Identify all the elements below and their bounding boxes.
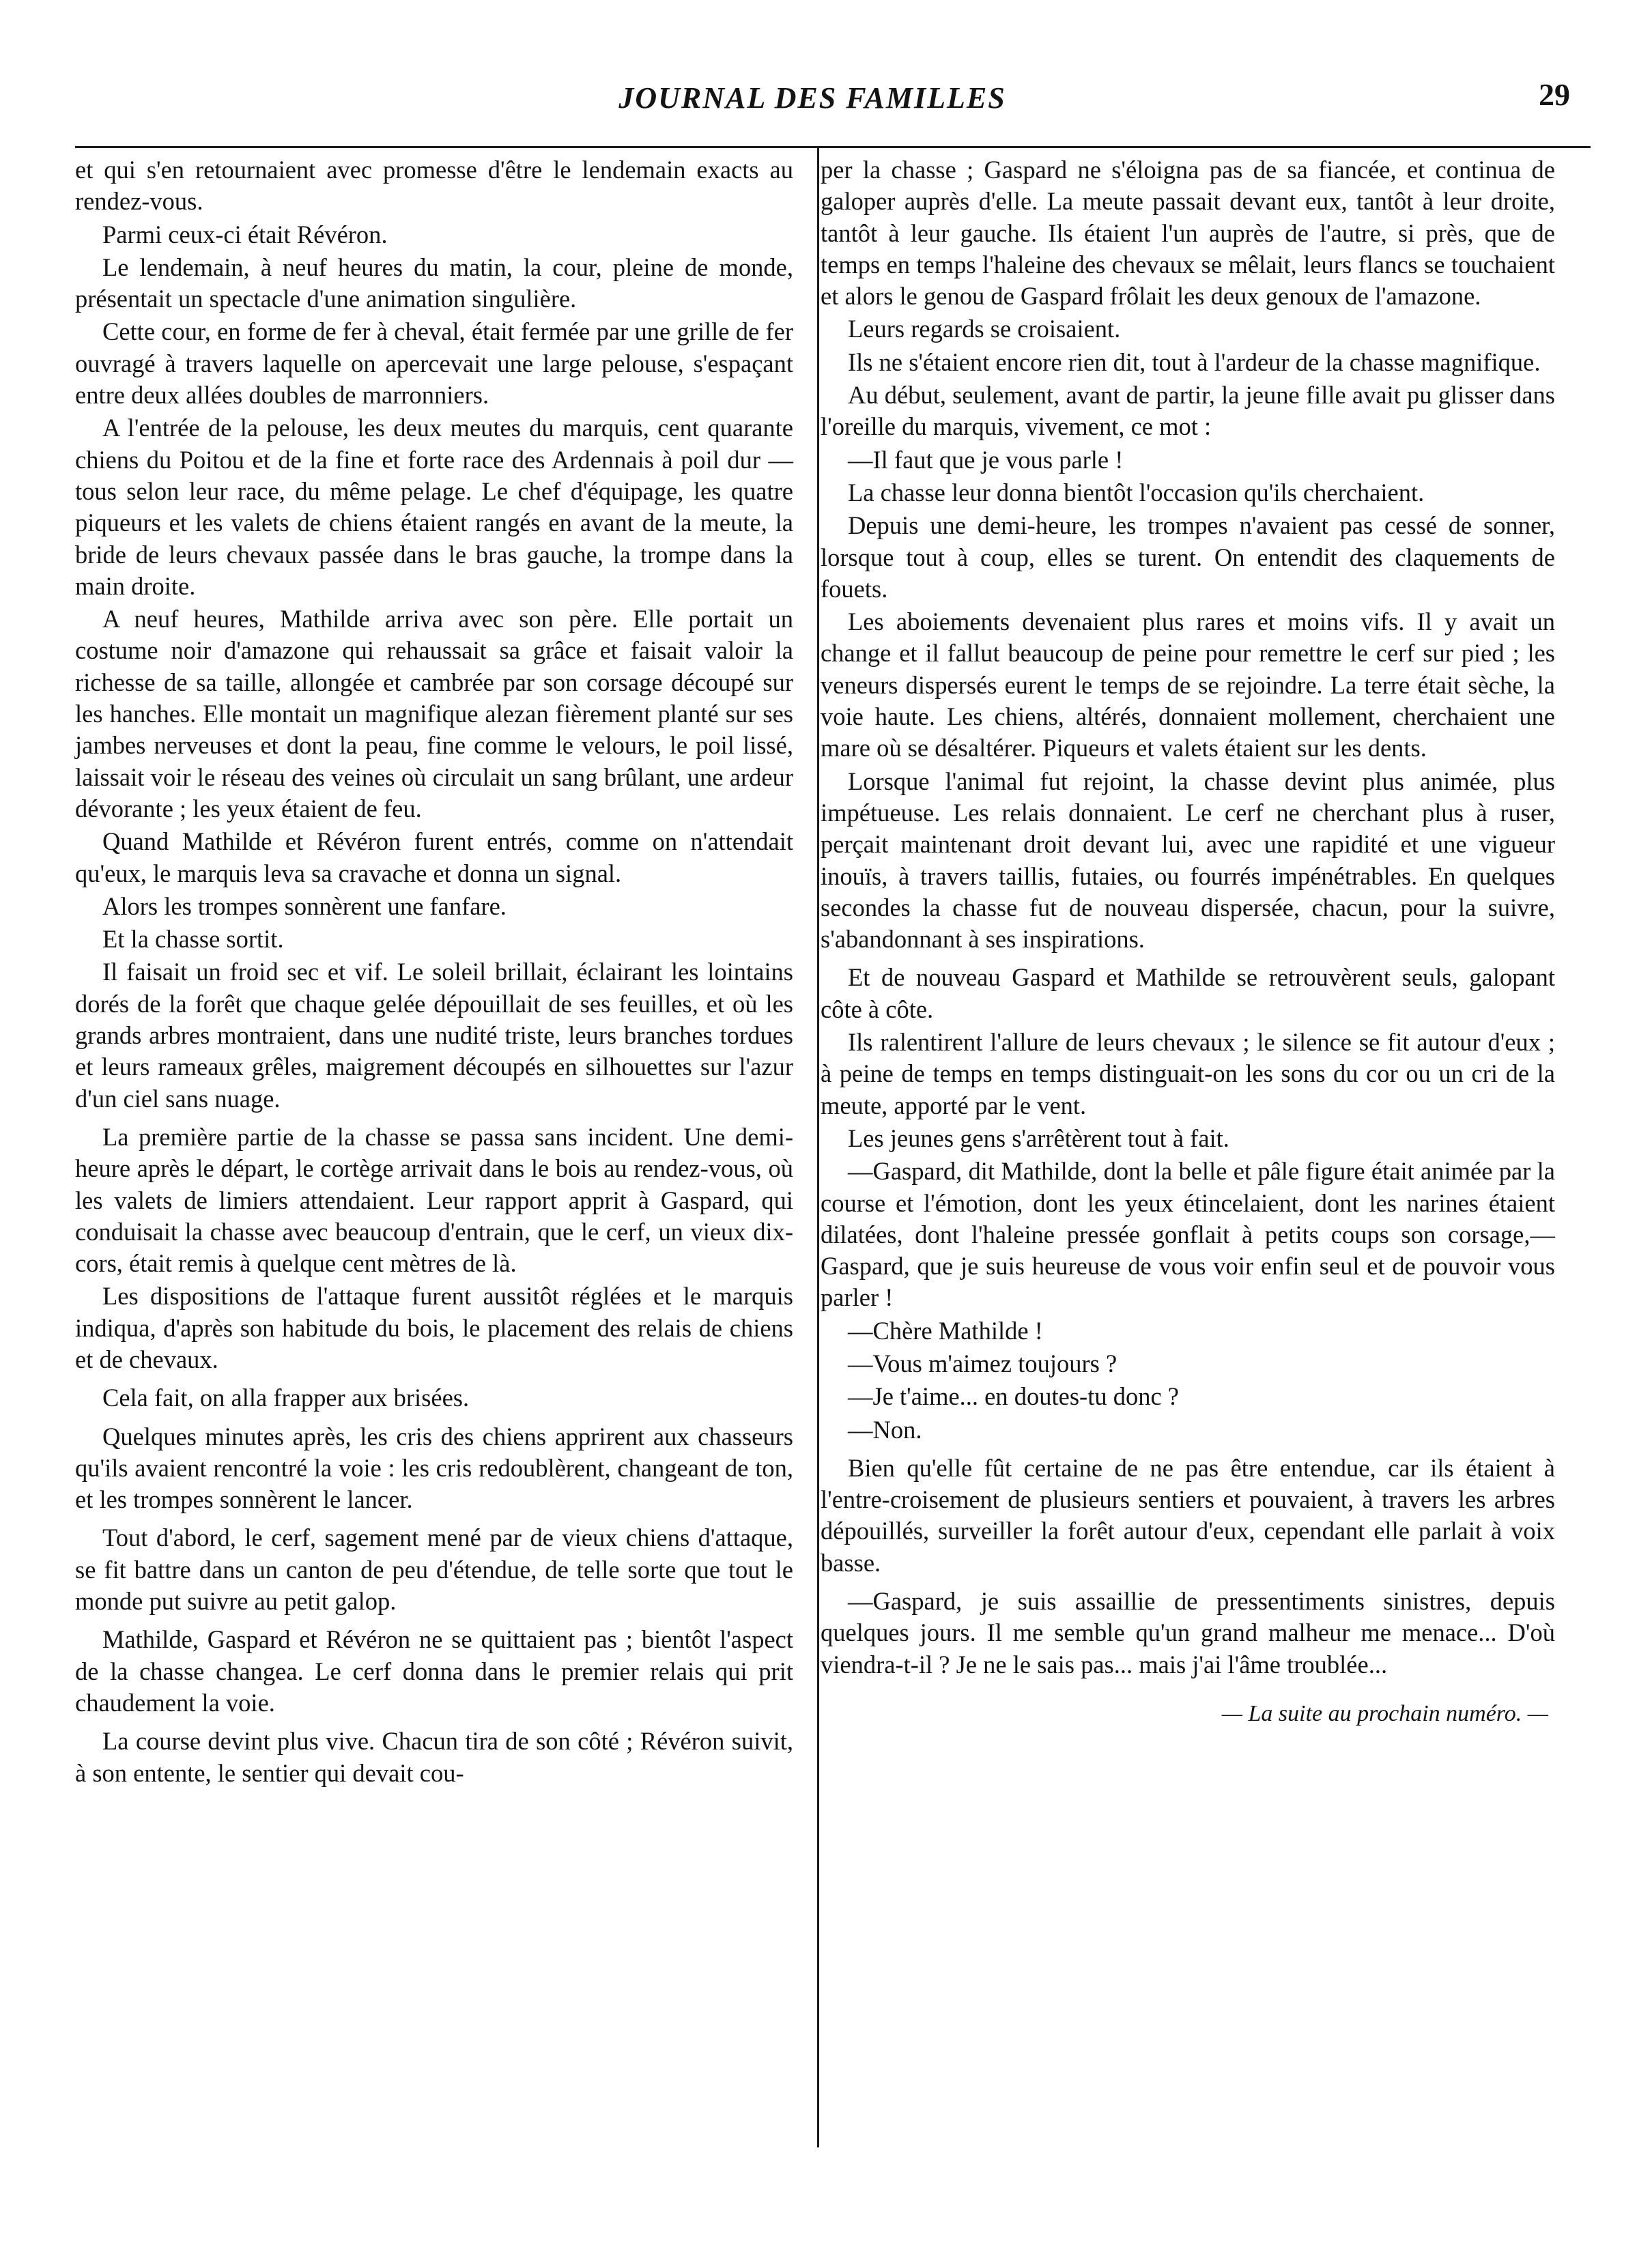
- journal-title: JOURNAL DES FAMILLES: [618, 81, 1006, 115]
- paragraph: Cela fait, on alla frapper aux brisées.: [102, 1384, 470, 1412]
- dialogue-line: —Je t'aime... en doutes-tu donc ?: [848, 1382, 1179, 1411]
- right-column: [821, 154, 1555, 1730]
- paragraph: Le lendemain, à neuf heures du matin, la cour, pleine de monde, présentait un spectacle d'une animation singulière.: [75, 253, 793, 313]
- page-number: 29: [1539, 77, 1570, 112]
- paragraph: A neuf heures, Mathilde arriva avec son père. Elle portait un costume noir d'amazone qui rehaussait sa grâce et faisait valoir la richesse de sa taille, allongée et cambrée par son corsage découpé sur les hanches. Elle montait un magnifique alezan fièrement planté sur ses jambes nerveuses et dont la peau, fine comme le velours, le poil lissé, laissait voir le réseau des veines où circulait un sang brûlant, une ardeur dévorante ; les yeux étaient de feu.: [75, 605, 793, 823]
- dialogue-line: —Chère Mathilde !: [848, 1316, 1043, 1345]
- paragraph: Quand Mathilde et Révéron furent entrés, comme on n'attendait qu'eux, le marquis leva sa cravache et donna un signal.: [75, 827, 793, 887]
- paragraph: Et la chasse sortit.: [102, 925, 284, 954]
- paragraph: Ils ralentirent l'allure de leurs chevaux ; le silence se fit autour d'eux ; à peine de temps en temps distinguait-on les sons du cor ou un cri de la meute, apporté par le vent.: [821, 1028, 1555, 1119]
- paragraph: et qui s'en retournaient avec promesse d'être le lendemain exacts au rendez-vous.: [75, 156, 793, 216]
- paragraph: La première partie de la chasse se passa sans incident. Une demi-heure après le départ, le cortège arrivait dans le bois au rendez-vous, où les valets de limiers attendaient. Leur rapport apprit à Gaspard, qui conduisait la chasse avec beaucoup d'entrain, que le cerf, un vieux dix-cors, était remis à quelque cent mètres de là.: [75, 1122, 793, 1278]
- paragraph: Alors les trompes sonnèrent une fanfare.: [102, 891, 507, 920]
- dialogue-line: —Vous m'aimez toujours ?: [848, 1349, 1117, 1377]
- continued-note: — La suite au prochain numéro. —: [1221, 1700, 1548, 1726]
- paragraph: Parmi ceux-ci était Révéron.: [102, 220, 388, 248]
- paragraph: La course devint plus vive. Chacun tira de son côté ; Révéron suivit, à son entente, le sentier qui devait cou-: [75, 1727, 793, 1787]
- dialogue-line: —Non.: [848, 1415, 922, 1444]
- paragraph: La chasse leur donna bientôt l'occasion qu'ils cherchaient.: [848, 478, 1425, 506]
- paragraph: Les aboiements devenaient plus rares et moins vifs. Il y avait un change et il fallut beaucoup de peine pour remettre le cerf sur pied ; les veneurs dispersés eurent le temps de se rejoindre. La terre était sèche, la voie haute. Les chiens, altérés, donnaient mollement, cherchaient une mare où se désaltérer. Piqueurs et valets étaient sur les dents.: [821, 608, 1555, 762]
- paragraph: Au début, seulement, avant de partir, la jeune fille avait pu glisser dans l'oreille du marquis, vivement, ce mot :: [821, 381, 1555, 441]
- column-divider: [817, 147, 819, 2147]
- paragraph: Quelques minutes après, les cris des chiens apprirent aux chasseurs qu'ils avaient rencontré la voie : les cris redoublèrent, changeant de ton, et les trompes sonnèrent le lancer.: [75, 1422, 793, 1514]
- paragraph: Cette cour, en forme de fer à cheval, était fermée par une grille de fer ouvragé à travers laquelle on apercevait une large pelouse, s'espaçant entre deux allées doubles de marronniers.: [75, 317, 793, 410]
- paragraph: Tout d'abord, le cerf, sagement mené par de vieux chiens d'attaque, se fit battre dans un canton de peu d'étendue, de telle sorte que tout le monde put suivre au petit galop.: [75, 1524, 793, 1616]
- paragraph: Ils ne s'étaient encore rien dit, tout à l'ardeur de la chasse magnifique.: [848, 347, 1541, 376]
- paragraph: Lorsque l'animal fut rejoint, la chasse devint plus animée, plus impétueuse. Les relais donnaient. Le cerf ne cherchant plus à ruser, perçait maintenant droit devant lui, avec une rapidité et une vigueur inouïs, à travers taillis, futaies, ou fourrés impénétrables. En quelques secondes la chasse fut de nouveau dispersée, chacun, pour la suivre, s'abandonnant à ses inspirations.: [821, 767, 1555, 954]
- paragraph: Les dispositions de l'attaque furent aussitôt réglées et le marquis indiqua, d'après son habitude du bois, le placement des relais de chiens et de chevaux.: [75, 1282, 793, 1373]
- paragraph: Il faisait un froid sec et vif. Le soleil brillait, éclairant les lointains dorés de la forêt que chaque gelée dépouillait de ses feuilles, et où les grands arbres montraient, dans une nudité triste, leurs branches tordues et leurs rameaux grêles, maigrement découpés en silhouettes sur l'azur d'un ciel sans nuage.: [75, 958, 793, 1113]
- left-column: [75, 154, 793, 1790]
- paragraph: Leurs regards se croisaient.: [848, 315, 1121, 343]
- paragraph: A l'entrée de la pelouse, les deux meutes du marquis, cent quarante chiens du Poitou et de la fine et forte race des Ardennais à poil dur — tous selon leur race, du même pelage. Le chef d'équipage, les quatre piqueurs et les valets de chiens étaient rangés en avant de la meute, la bride de leurs chevaux passée dans le bras gauche, la trompe dans la main droite.: [75, 414, 793, 600]
- paragraph: —Gaspard, je suis assaillie de pressentiments sinistres, depuis quelques jours. Il me semble qu'un grand malheur me menace... D'où viendra-t-il ? Je ne le sais pas... mais j'ai l'âme troublée...: [821, 1587, 1555, 1678]
- header-rule: [75, 146, 1591, 148]
- paragraph: Depuis une demi-heure, les trompes n'avaient pas cessé de sonner, lorsque tout à coup, elles se turent. On entendit des claquements de fouets.: [821, 511, 1555, 603]
- paragraph: Les jeunes gens s'arrêtèrent tout à fait.: [848, 1124, 1229, 1152]
- paragraph: Mathilde, Gaspard et Révéron ne se quittaient pas ; bientôt l'aspect de la chasse changea. Le cerf donna dans le premier relais qui prit chaudement la voie.: [75, 1625, 793, 1717]
- paragraph: Et de nouveau Gaspard et Mathilde se retrouvèrent seuls, galopant côte à côte.: [821, 963, 1555, 1023]
- running-head: [75, 74, 1570, 122]
- dialogue-line: —Il faut que je vous parle !: [848, 445, 1124, 474]
- paragraph: per la chasse ; Gaspard ne s'éloigna pas de sa fiancée, et continua de galoper auprès d'elle. La meute passait devant eux, tantôt à leur droite, tantôt à leur gauche. Ils étaient l'un auprès de l'autre, si près, que de temps en temps l'haleine des chevaux se mêlait, leurs flancs se touchaient et alors le genou de Gaspard frôlait les deux genoux de l'amazone.: [821, 156, 1555, 311]
- dialogue-line: —Gaspard, dit Mathilde, dont la belle et pâle figure était animée par la course et l'émotion, dont les yeux étincelaient, dont les narines étaient dilatées, dont l'haleine pressée gonflait à petits coups son corsage,— Gaspard, que je suis heureuse de vous voir enfin seul et de pouvoir vous parler !: [821, 1157, 1555, 1312]
- paragraph: Bien qu'elle fût certaine de ne pas être entendue, car ils étaient à l'entre-croisement de plusieurs sentiers et pouvaient, à travers les arbres dépouillés, surveiller la forêt autour d'eux, cependant elle parlait à voix basse.: [821, 1453, 1555, 1577]
